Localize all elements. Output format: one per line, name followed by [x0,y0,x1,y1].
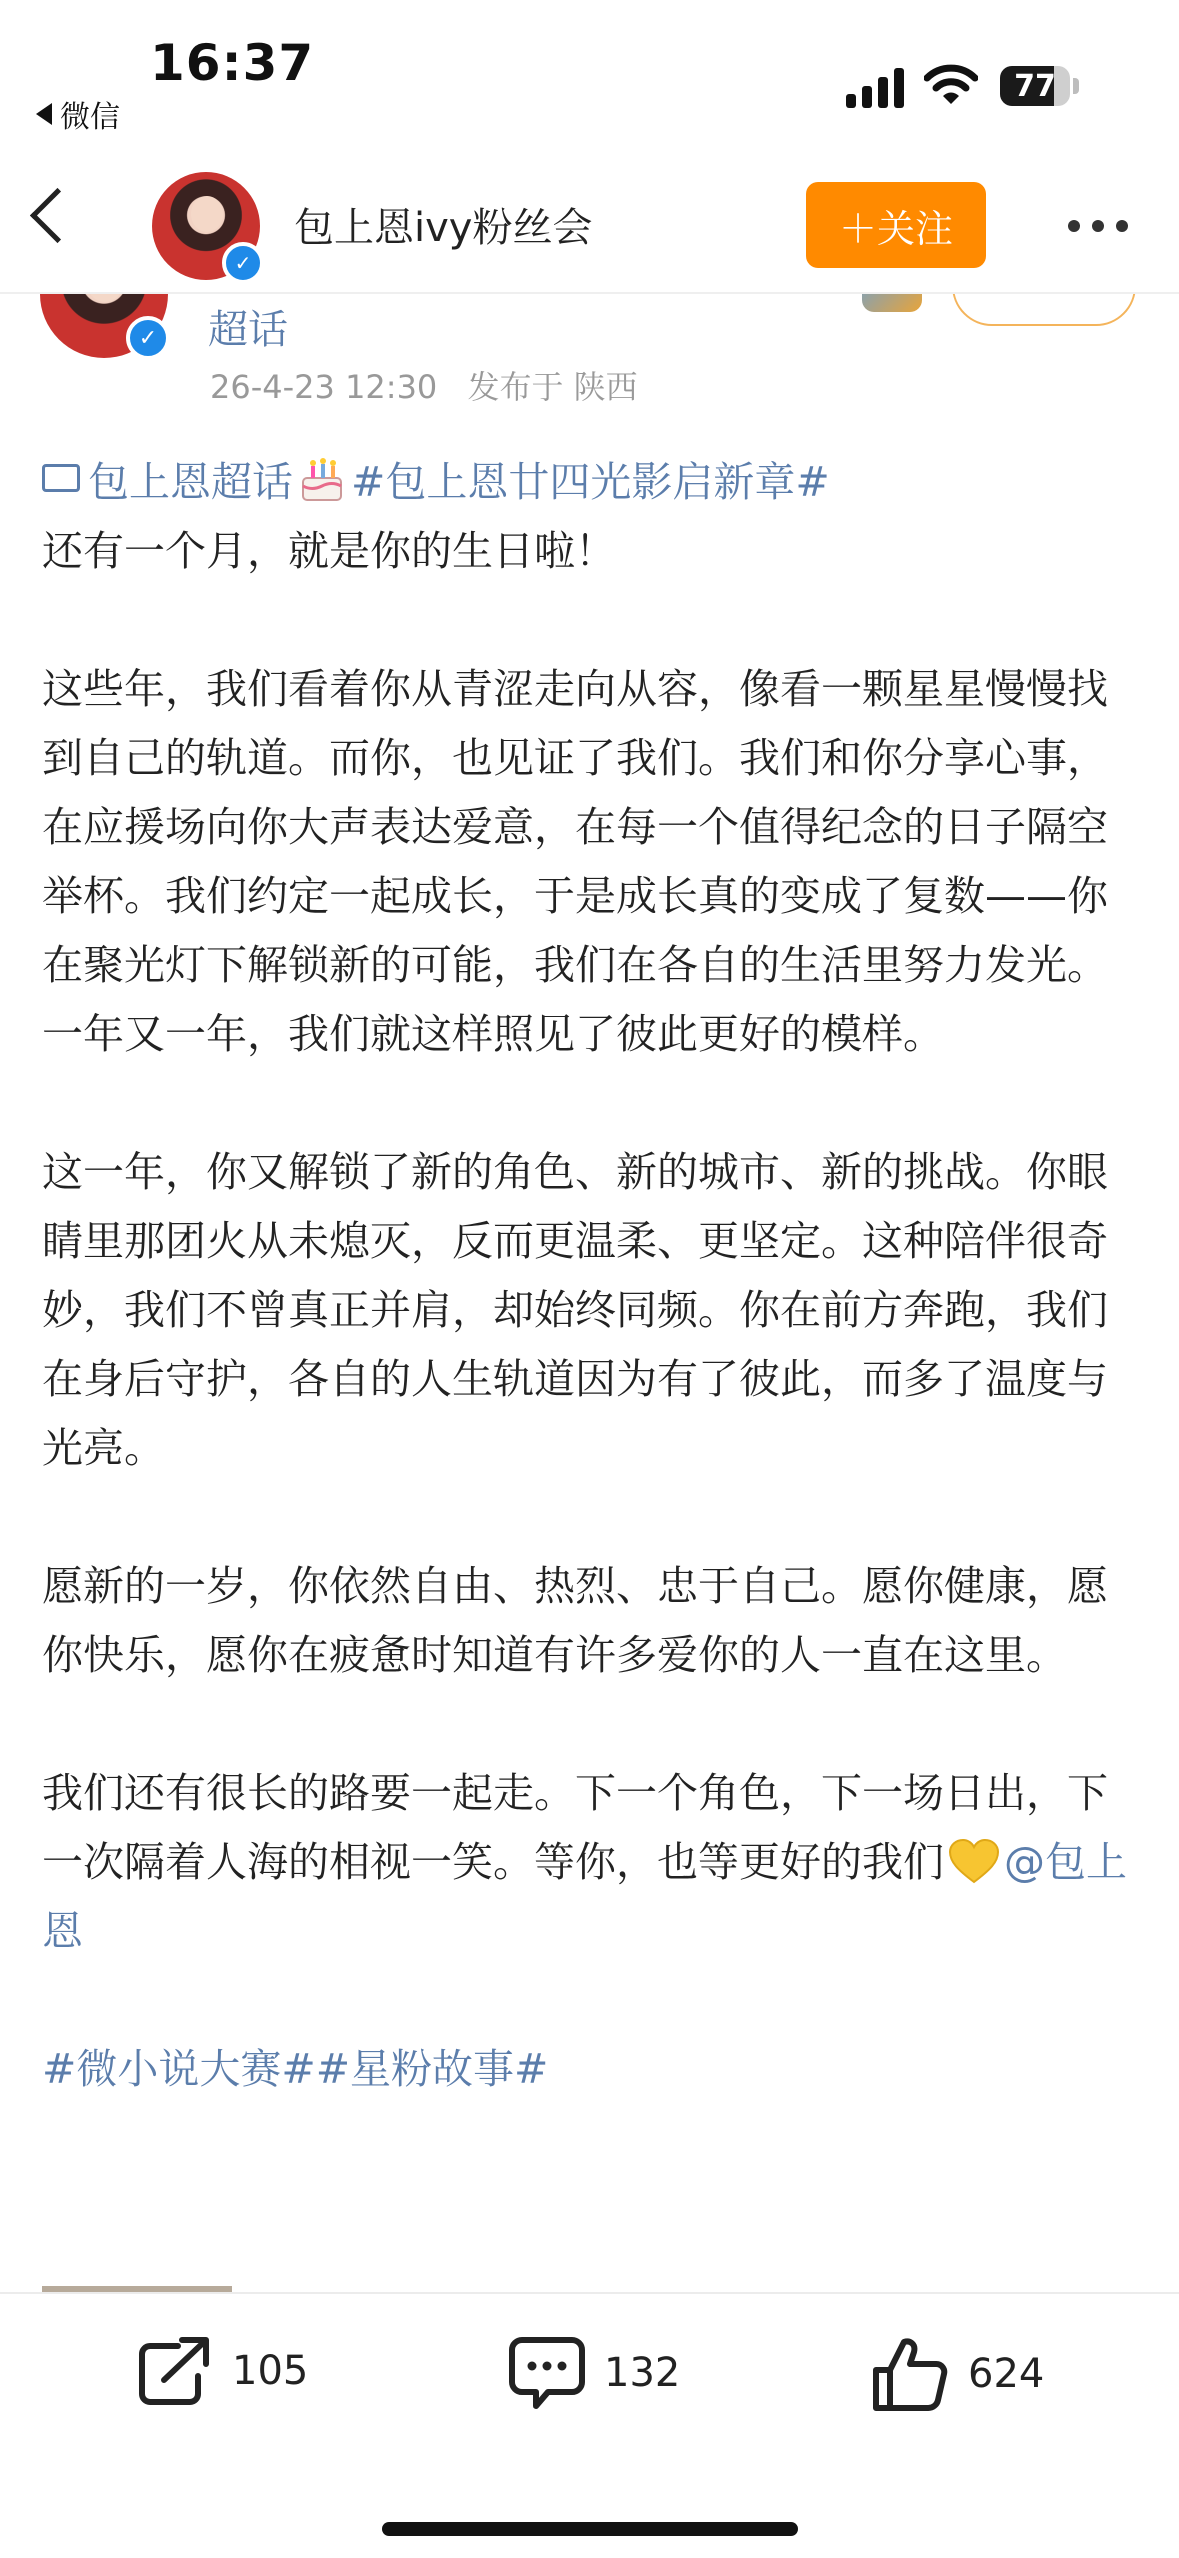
paragraph-1: 还有一个月，就是你的生日啦！ [42,527,616,575]
post-tags-line [42,448,1142,517]
bottom-action-bar [0,2292,1179,2558]
back-triangle-icon [36,103,52,125]
cellular-signal-icon [846,68,904,108]
diamond-icon [42,464,80,492]
like-button[interactable] [872,2336,1044,2412]
post-body [42,448,1142,2104]
battery-icon [1000,66,1070,106]
post-location: 发布于 陕西 [467,368,638,406]
battery-cap [1073,78,1079,94]
birthday-cake-icon [297,458,347,502]
more-options-icon[interactable] [1068,220,1128,232]
post-time: 26-4-23 12:30 [210,368,438,406]
page-title: 包上恩ivy粉丝会 [294,205,593,251]
footer-tags[interactable]: #微小说大赛##星粉故事# [42,2045,549,2093]
back-to-app-link[interactable] [36,92,120,136]
supertopic-link[interactable]: 包上恩超话 [42,458,293,506]
comment-icon [508,2336,586,2410]
topic-link[interactable]: #包上恩廿四光影启新章# [351,458,830,506]
paragraph-2: 这些年，我们看着你从青涩走向从容，像看一颗星星慢慢找到自己的轨道。而你，也见证了我们。我们和你分享心事，在应援场向你大声表达爱意，在每一个值得纪念的日子隔空举杯。我们约定一起成长，于是成长真的变成了复数——你在聚光灯下解锁新的可能，我们在各自的生活里努力发光。一年又一年，我们就这样照见了彼此更好的模样。 [42,665,1108,1058]
home-indicator[interactable] [382,2522,798,2536]
paragraph-5: 我们还有很长的路要一起走。下一个角色，下一场日出，下一次隔着人海的相视一笑。等你，也等更好的我们 @包上恩 [42,1769,1127,1955]
status-time: 16:37 [150,34,315,92]
post-chaohua-label[interactable]: 超话 [208,307,288,353]
post-meta [210,362,638,408]
follow-button[interactable]: ＋关注 [806,182,986,268]
yellow-heart-icon [948,1838,1000,1884]
paragraph-4: 愿新的一岁，你依然自由、热烈、忠于自己。愿你健康，愿你快乐，愿你在疲惫时知道有许多爱你的人一直在这里。 [42,1562,1108,1679]
comment-count: 132 [604,2350,681,2396]
paragraph-3: 这一年，你又解锁了新的角色、新的城市、新的挑战。你眼睛里那团火从未熄灭，反而更温柔、更坚定。这种陪伴很奇妙，我们不曾真正并肩，却始终同频。你在前方奔跑，我们在身后守护，各自的人生轨道因为有了彼此，而多了温度与光亮。 [42,1148,1108,1472]
mention-link[interactable]: @包上恩 [42,1838,1127,1955]
repost-count: 105 [232,2348,309,2394]
repost-icon [138,2336,214,2406]
wifi-icon [924,62,978,106]
back-app-label: 微信 [60,100,120,135]
repost-button[interactable] [138,2336,308,2406]
verified-badge-icon: ✓ [126,316,170,360]
like-thumb-icon [872,2336,950,2412]
back-chevron-icon[interactable] [30,188,85,243]
comment-button[interactable] [508,2336,680,2410]
battery-level: 77 [1014,68,1056,104]
like-count: 624 [968,2351,1045,2397]
nav-header [0,150,1179,294]
header-verified-badge-icon: ✓ [222,242,264,284]
